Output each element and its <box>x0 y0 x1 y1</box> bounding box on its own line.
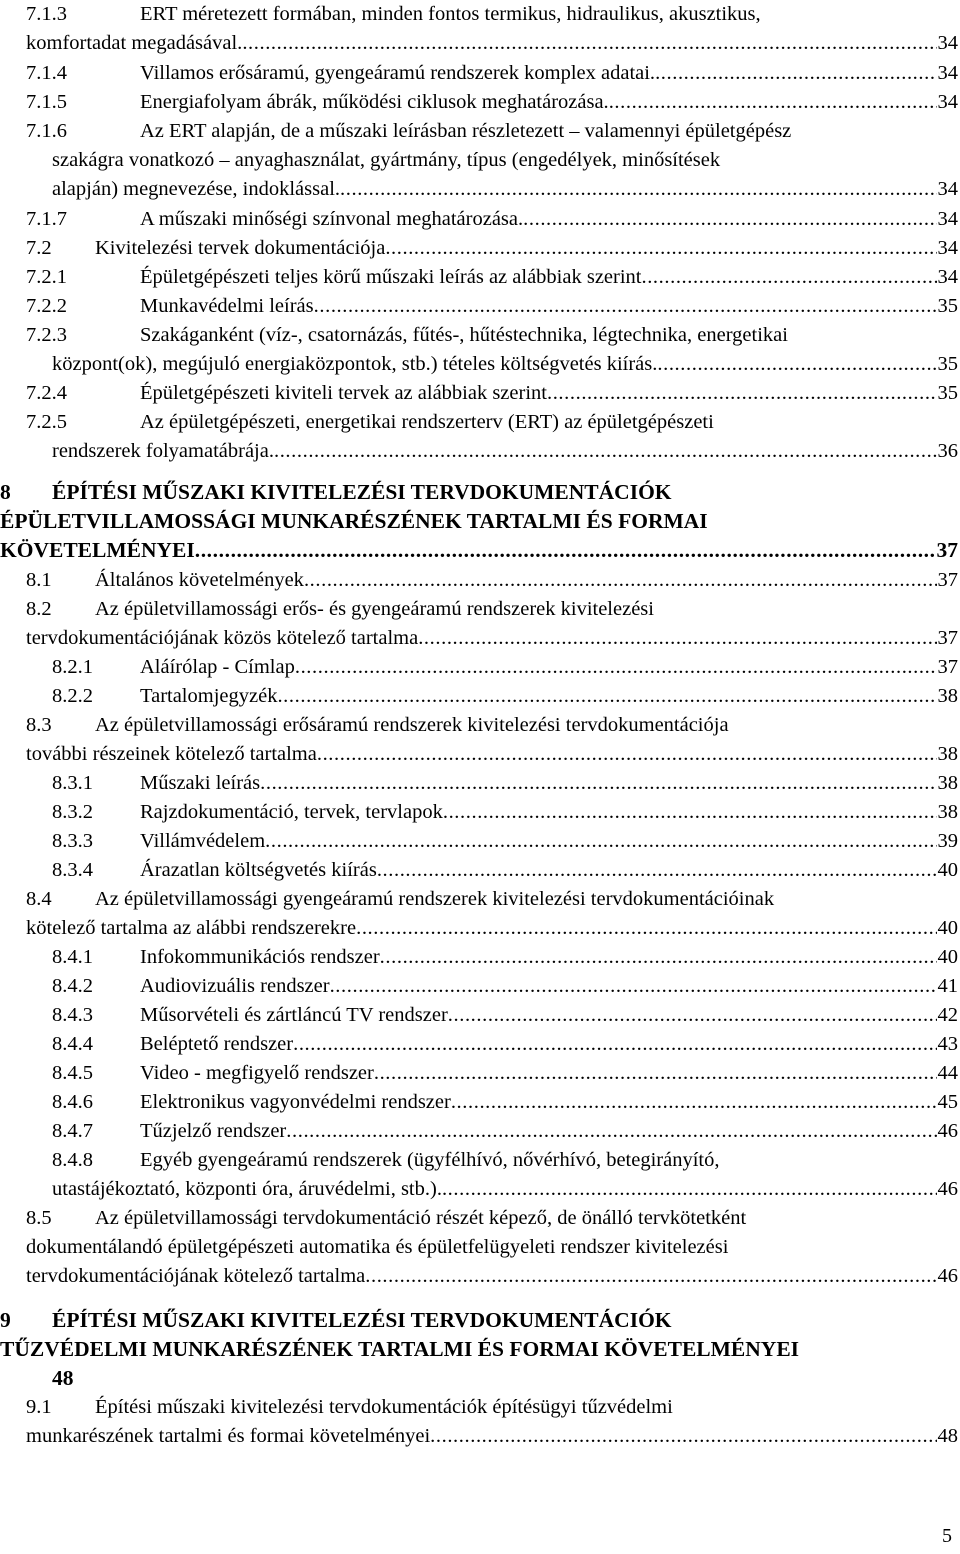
section-title: TŰZVÉDELMI MUNKARÉSZÉNEK TARTALMI ÉS FORMAI KÖVETELMÉNYEI <box>0 1337 800 1361</box>
page-reference: 46 <box>937 1178 958 1200</box>
section-number: 7.2.1 <box>26 266 67 288</box>
page-reference: 39 <box>937 830 958 852</box>
section-title: Tűzjelző rendszer <box>140 1120 287 1142</box>
toc-leader-line <box>140 798 958 827</box>
dot-leader <box>265 827 936 856</box>
section-title: Beléptető rendszer <box>140 1033 294 1055</box>
section-number: 7.2.2 <box>26 295 67 317</box>
toc-line <box>0 88 960 117</box>
toc-line <box>0 1088 960 1117</box>
page-reference: 42 <box>937 1004 958 1026</box>
dot-leader <box>380 943 937 972</box>
section-title: Infokommunikációs rendszer <box>140 946 380 968</box>
section-number: 8.4.6 <box>52 1091 93 1113</box>
toc-leader-line <box>140 769 958 798</box>
page-reference: 38 <box>937 743 958 765</box>
dot-leader <box>443 798 937 827</box>
section-number: 8.5 <box>26 1207 52 1229</box>
section-title: KÖVETELMÉNYEI <box>0 538 195 562</box>
section-title: Rajzdokumentáció, tervek, tervlapok <box>140 801 443 823</box>
toc-leader-line <box>140 1117 958 1146</box>
toc-line <box>0 1262 960 1291</box>
toc-leader-line <box>140 379 958 408</box>
section-title: Épületgépészeti kiviteli tervek az alábbiak szerint <box>140 382 547 404</box>
section-title: Audiovizuális rendszer <box>140 975 330 997</box>
section-number: 8.1 <box>26 569 52 591</box>
page-reference: 37 <box>937 656 958 678</box>
dot-leader <box>274 437 937 466</box>
section-title: ÉPÜLETVILLAMOSSÁGI MUNKARÉSZÉNEK TARTALMI ÉS FORMAI <box>0 509 708 533</box>
section-title: komfortadat megadásával. <box>26 32 243 54</box>
toc-line <box>0 507 960 536</box>
section-title: ERT méretezett formában, minden fontos termikus, hidraulikus, akusztikus, <box>140 3 761 25</box>
dot-leader <box>609 88 937 117</box>
section-number: 7.1.6 <box>26 120 67 142</box>
toc-leader-line <box>140 1059 958 1088</box>
toc-line <box>0 536 960 565</box>
toc-line <box>0 408 960 437</box>
section-title: Az épületgépészeti, energetikai rendszerterv (ERT) az épületgépészeti <box>140 411 714 433</box>
section-number: 8.2 <box>26 598 52 620</box>
section-number: 8.4.8 <box>52 1149 93 1171</box>
dot-leader <box>641 263 936 292</box>
page-reference: 34 <box>937 237 958 259</box>
dot-leader <box>277 682 936 711</box>
dot-leader <box>330 972 937 1001</box>
toc-leader-line <box>26 740 958 769</box>
toc-leader-line <box>52 175 958 204</box>
section-title: tervdokumentációjának közös kötelező tartalma <box>26 627 419 649</box>
section-title: munkarészének tartalmi és formai követelményei <box>26 1425 431 1447</box>
page-reference: 40 <box>937 946 958 968</box>
toc-line <box>0 437 960 466</box>
toc-line <box>0 350 960 379</box>
toc-leader-line <box>95 566 958 595</box>
toc-leader-line <box>26 914 958 943</box>
section-title: Munkavédelmi leírás <box>140 295 314 317</box>
section-number: 7.1.7 <box>26 208 67 230</box>
dot-leader <box>286 1117 936 1146</box>
toc-line <box>0 0 960 29</box>
toc-line <box>0 1233 960 1262</box>
toc-line <box>0 1175 960 1204</box>
page-reference: 35 <box>937 382 958 404</box>
section-title: kötelező tartalma az alábbi rendszerekre <box>26 917 357 939</box>
toc-line <box>0 1306 960 1335</box>
page-reference: 34 <box>937 32 958 54</box>
section-number: 8.2.1 <box>52 656 93 678</box>
dot-leader <box>304 566 937 595</box>
toc-line <box>0 653 960 682</box>
toc-line <box>0 205 960 234</box>
toc-line <box>0 595 960 624</box>
page-reference: 41 <box>937 975 958 997</box>
toc-leader-line <box>95 234 958 263</box>
page-reference: 37 <box>937 627 958 649</box>
section-number: 8 <box>0 480 11 504</box>
section-title: utastájékoztató, központi óra, áruvédelmi, stb.). <box>52 1178 442 1200</box>
toc-leader-line <box>140 1001 958 1030</box>
toc-line <box>0 1059 960 1088</box>
section-title: Az épületvillamossági gyengeáramú rendszerek kivitelezési tervdokumentációinak <box>95 888 775 910</box>
section-number: 8.3.1 <box>52 772 93 794</box>
toc-leader-line <box>140 1088 958 1117</box>
toc-line <box>0 1364 960 1393</box>
section-title: Villamos erősáramú, gyengeáramú rendszerek komplex adatai. <box>140 62 656 84</box>
section-number: 8.3.4 <box>52 859 93 881</box>
toc-leader-line <box>140 205 958 234</box>
section-title: Műsorvételi és zártláncú TV rendszer <box>140 1004 448 1026</box>
section-title: Energiafolyam ábrák, működési ciklusok meghatározása. <box>140 91 609 113</box>
dot-leader <box>293 1030 936 1059</box>
dot-leader <box>547 379 937 408</box>
section-title: Villámvédelem <box>140 830 266 852</box>
page-reference: 37 <box>937 569 958 591</box>
section-number: 8.3 <box>26 714 52 736</box>
toc-leader-line <box>140 943 958 972</box>
toc-line <box>0 146 960 175</box>
toc-line <box>0 1335 960 1364</box>
section-title: Szakáganként (víz-, csatornázás, fűtés-, hűtéstechnika, légtechnika, energetikai <box>140 324 788 346</box>
toc-line <box>0 624 960 653</box>
dot-leader <box>260 769 936 798</box>
section-title: Az ERT alapján, de a műszaki leírásban részletezett – valamennyi épületgépész <box>140 120 792 142</box>
toc-line <box>0 59 960 88</box>
dot-leader <box>195 536 936 565</box>
dot-leader <box>442 1175 937 1204</box>
toc-line <box>0 292 960 321</box>
toc-line <box>0 263 960 292</box>
toc-line <box>0 1146 960 1175</box>
dot-leader <box>385 234 936 263</box>
section-number: 8.4.2 <box>52 975 93 997</box>
section-number: 8.3.2 <box>52 801 93 823</box>
toc-leader-line <box>140 292 958 321</box>
toc-line <box>0 1422 960 1451</box>
section-number: 8.2.2 <box>52 685 93 707</box>
section-title: Építési műszaki kivitelezési tervdokumentációk építésügyi tűzvédelmi <box>95 1396 673 1418</box>
page-reference: 44 <box>937 1062 958 1084</box>
section-title: szakágra vonatkozó – anyaghasználat, gyártmány, típus (engedélyek, minősítések <box>52 149 721 171</box>
page-reference: 34 <box>937 91 958 113</box>
dot-leader <box>377 856 937 885</box>
section-title: ÉPÍTÉSI MŰSZAKI KIVITELEZÉSI TERVDOKUMENTÁCIÓK <box>52 480 672 504</box>
section-number: 7.2.4 <box>26 382 67 404</box>
dot-leader <box>657 350 936 379</box>
toc-line <box>0 1117 960 1146</box>
dot-leader <box>523 205 936 234</box>
page-reference: 38 <box>937 772 958 794</box>
toc-line <box>0 321 960 350</box>
section-number: 8.4.5 <box>52 1062 93 1084</box>
dot-leader <box>356 914 936 943</box>
section-number: 7.1.5 <box>26 91 67 113</box>
page-reference: 36 <box>937 440 958 462</box>
toc-line <box>0 943 960 972</box>
dot-leader <box>317 740 937 769</box>
toc-line <box>0 798 960 827</box>
section-title: Az épületvillamossági tervdokumentáció részét képező, de önálló tervkötetként <box>95 1207 747 1229</box>
section-title: központ(ok), megújuló energiaközpontok, stb.) tételes költségvetés kiírás. <box>52 353 658 375</box>
section-number: 8.4 <box>26 888 52 910</box>
toc-line <box>0 29 960 58</box>
toc-leader-line <box>140 88 958 117</box>
section-title: Video - megfigyelő rendszer <box>140 1062 374 1084</box>
section-title: Aláírólap - Címlap <box>140 656 295 678</box>
toc-leader-line <box>140 59 958 88</box>
toc-line <box>0 1204 960 1233</box>
toc-line <box>0 566 960 595</box>
toc-leader-line <box>52 437 958 466</box>
toc-leader-line <box>140 1030 958 1059</box>
page-reference: 40 <box>937 917 958 939</box>
section-number: 9.1 <box>26 1396 52 1418</box>
toc-line <box>0 885 960 914</box>
toc-leader-line <box>140 263 958 292</box>
page-reference: 46 <box>937 1265 958 1287</box>
toc-line <box>0 1030 960 1059</box>
page-reference: 45 <box>937 1091 958 1113</box>
toc-line <box>0 856 960 885</box>
dot-leader <box>374 1059 937 1088</box>
section-number: 8.4.1 <box>52 946 93 968</box>
toc-line <box>0 914 960 943</box>
toc-leader-line <box>140 856 958 885</box>
toc-leader-line <box>0 536 958 565</box>
section-number: 7.1.4 <box>26 62 67 84</box>
toc-line <box>0 740 960 769</box>
page-reference: 35 <box>937 295 958 317</box>
toc-leader-line <box>52 1175 958 1204</box>
toc-leader-line <box>140 972 958 1001</box>
page-reference: 35 <box>937 353 958 375</box>
page-reference: 48 <box>52 1366 74 1390</box>
dot-leader <box>655 59 936 88</box>
dot-leader <box>451 1088 937 1117</box>
section-number: 7.2.3 <box>26 324 67 346</box>
section-title: tervdokumentációjának kötelező tartalma <box>26 1265 366 1287</box>
page-reference: 34 <box>937 266 958 288</box>
dot-leader <box>430 1422 936 1451</box>
dot-leader <box>365 1262 936 1291</box>
section-title: alapján) megnevezése, indoklással. <box>52 178 341 200</box>
section-number: 9 <box>0 1308 11 1332</box>
page-reference: 43 <box>937 1033 958 1055</box>
section-title: Kivitelezési tervek dokumentációja <box>95 237 386 259</box>
section-title: Elektronikus vagyonvédelmi rendszer <box>140 1091 451 1113</box>
toc-line <box>0 827 960 856</box>
section-number: 8.3.3 <box>52 830 93 852</box>
toc-line <box>0 682 960 711</box>
toc-line <box>0 234 960 263</box>
section-number: 7.2.5 <box>26 411 67 433</box>
dot-leader <box>340 175 936 204</box>
section-number: 7.2 <box>26 237 52 259</box>
section-number: 8.4.3 <box>52 1004 93 1026</box>
section-title: Általános követelmények <box>95 569 304 591</box>
section-title: rendszerek folyamatábrája. <box>52 440 274 462</box>
page-reference: 34 <box>937 62 958 84</box>
toc-leader-line <box>52 350 958 379</box>
section-title: Egyéb gyengeáramú rendszerek (ügyfélhívó, nővérhívó, betegirányító, <box>140 1149 720 1171</box>
section-title: ÉPÍTÉSI MŰSZAKI KIVITELEZÉSI TERVDOKUMENTÁCIÓK <box>52 1308 672 1332</box>
section-title: dokumentálandó épületgépészeti automatika és épületfelügyeleti rendszer kivitelezési <box>26 1236 729 1258</box>
section-title: Műszaki leírás <box>140 772 261 794</box>
section-number: 8.4.4 <box>52 1033 93 1055</box>
toc-leader-line <box>140 653 958 682</box>
toc-line <box>0 769 960 798</box>
toc-leader-line <box>140 827 958 856</box>
section-number: 7.1.3 <box>26 3 67 25</box>
toc-leader-line <box>140 682 958 711</box>
toc-line <box>0 1001 960 1030</box>
page-number: 5 <box>942 1525 952 1547</box>
page-reference: 38 <box>937 685 958 707</box>
toc-line <box>0 478 960 507</box>
dot-leader <box>295 653 937 682</box>
page-reference: 38 <box>937 801 958 823</box>
page-reference: 34 <box>937 178 958 200</box>
page-reference: 34 <box>937 208 958 230</box>
toc-line <box>0 711 960 740</box>
page-reference: 40 <box>937 859 958 881</box>
toc-leader-line <box>26 1262 958 1291</box>
section-title: további részeinek kötelező tartalma <box>26 743 317 765</box>
section-title: Épületgépészeti teljes körű műszaki leírás az alábbiak szerint <box>140 266 642 288</box>
section-number: 8.4.7 <box>52 1120 93 1142</box>
dot-leader <box>314 292 937 321</box>
toc-leader-line <box>26 29 958 58</box>
page-reference: 48 <box>937 1425 958 1447</box>
toc-line <box>0 175 960 204</box>
toc-line <box>0 972 960 1001</box>
page-reference: 37 <box>936 538 958 562</box>
dot-leader <box>448 1001 937 1030</box>
section-title: Tartalomjegyzék <box>140 685 278 707</box>
section-title: Árazatlan költségvetés kiírás <box>140 859 377 881</box>
dot-leader <box>242 29 936 58</box>
toc-leader-line <box>26 624 958 653</box>
section-title: Az épületvillamossági erős- és gyengeáramú rendszerek kivitelezési <box>95 598 654 620</box>
section-title: Az épületvillamossági erősáramú rendszerek kivitelezési tervdokumentációja <box>95 714 729 736</box>
dot-leader <box>418 624 936 653</box>
toc-line <box>0 379 960 408</box>
toc-leader-line <box>26 1422 958 1451</box>
page-reference: 46 <box>937 1120 958 1142</box>
toc-line <box>0 1393 960 1422</box>
section-title: A műszaki minőségi színvonal meghatározása. <box>140 208 524 230</box>
toc-line <box>0 117 960 146</box>
